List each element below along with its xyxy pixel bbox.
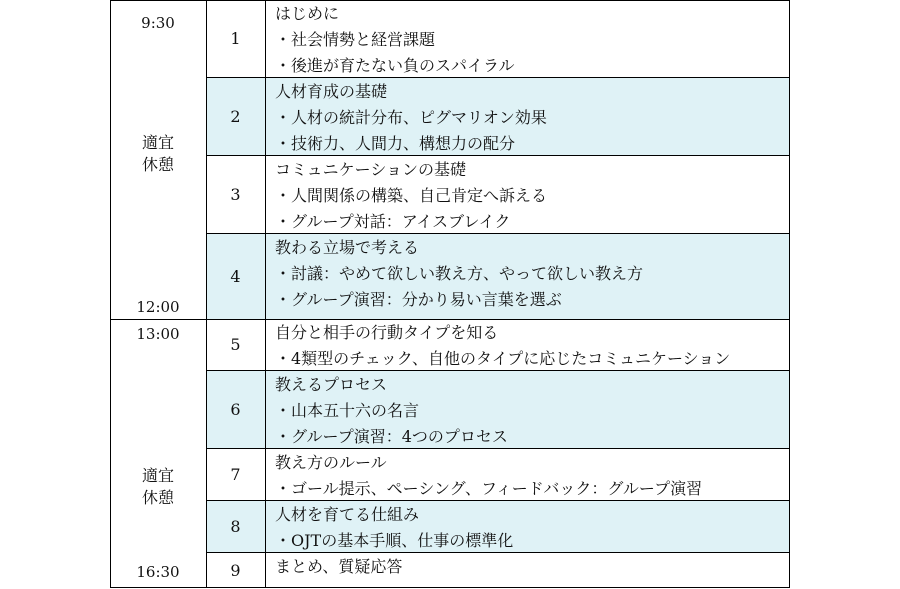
topic-detail: ・4類型のチェック、自他のタイプに応じたコミュニケーション [275, 349, 731, 368]
topic-title: 教えるプロセス [275, 375, 388, 394]
topic-title: はじめに [275, 4, 340, 23]
session-number: 7 [206, 449, 266, 500]
break-text: 休憩 [141, 488, 174, 507]
session-topic [266, 319, 790, 370]
session-number: 3 [206, 156, 266, 233]
topic-detail: ・グループ演習：分かり易い言葉を選ぶ [275, 290, 562, 309]
session-number: 9 [206, 553, 266, 587]
topic-detail: ・討議：やめて欲しい教え方、やって欲しい教え方 [275, 264, 644, 283]
session-number: 2 [206, 78, 266, 155]
session-number: 1 [206, 0, 266, 77]
schedule-table [110, 0, 790, 583]
break-text: 休憩 [141, 155, 174, 174]
topic-detail: ・後進が育たない負のスパイラル [275, 56, 515, 75]
topic-detail: ・社会情勢と経営課題 [275, 30, 436, 49]
topic-detail: ・OJTの基本手順、仕事の標準化 [275, 531, 514, 550]
topic-detail: ・人材の統計分布、ピグマリオン効果 [275, 108, 547, 127]
table-row [206, 449, 790, 501]
start-time: 13:00 [136, 325, 180, 343]
session-number: 6 [206, 371, 266, 448]
table-row [206, 319, 790, 371]
session-topic [266, 0, 790, 77]
topic-detail: ・人間関係の構築、自己肯定へ訴える [275, 186, 548, 205]
session-number: 5 [206, 319, 266, 370]
topic-title: 自分と相手の行動タイプを知る [275, 323, 499, 342]
break-text: 適宜 [141, 133, 174, 152]
table-row [206, 0, 790, 78]
session-number: 8 [206, 501, 266, 552]
table-row [206, 78, 790, 156]
topic-detail: ・技術力、人間力、構想力の配分 [275, 134, 516, 153]
session-topic [266, 501, 790, 552]
end-time: 16:30 [136, 563, 180, 581]
break-note [110, 465, 206, 509]
table-row [206, 501, 790, 553]
session-topic [266, 78, 790, 155]
break-text: 適宜 [141, 466, 174, 485]
topic-title: 教え方のルール [275, 453, 387, 472]
topic-title: 人材育成の基礎 [275, 82, 388, 101]
topic-detail: ・グループ演習：4つのプロセス [275, 427, 508, 446]
table-row [206, 371, 790, 449]
table-row [206, 553, 790, 587]
table-row [206, 156, 790, 234]
topic-detail: ・ゴール提示、ペーシング、フィードバック：グループ演習 [275, 479, 703, 498]
end-time: 12:00 [136, 298, 180, 316]
topic-title: コミュニケーションの基礎 [275, 160, 467, 179]
topic-detail: ・山本五十六の名言 [275, 401, 420, 420]
table-row [206, 234, 790, 319]
break-note [110, 132, 206, 176]
start-time: 9:30 [141, 14, 175, 32]
topic-title: 教わる立場で考える [275, 238, 420, 257]
session-topic [266, 553, 790, 587]
topic-title: まとめ、質疑応答 [275, 557, 403, 576]
session-topic [266, 156, 790, 233]
session-topic [266, 449, 790, 500]
session-topic [266, 234, 790, 319]
session-topic [266, 371, 790, 448]
session-number: 4 [206, 234, 266, 319]
session-block [110, 319, 790, 587]
session-block [110, 0, 790, 319]
topic-title: 人材を育てる仕組み [275, 505, 420, 524]
topic-detail: ・グループ対話：アイスブレイク [275, 212, 511, 231]
